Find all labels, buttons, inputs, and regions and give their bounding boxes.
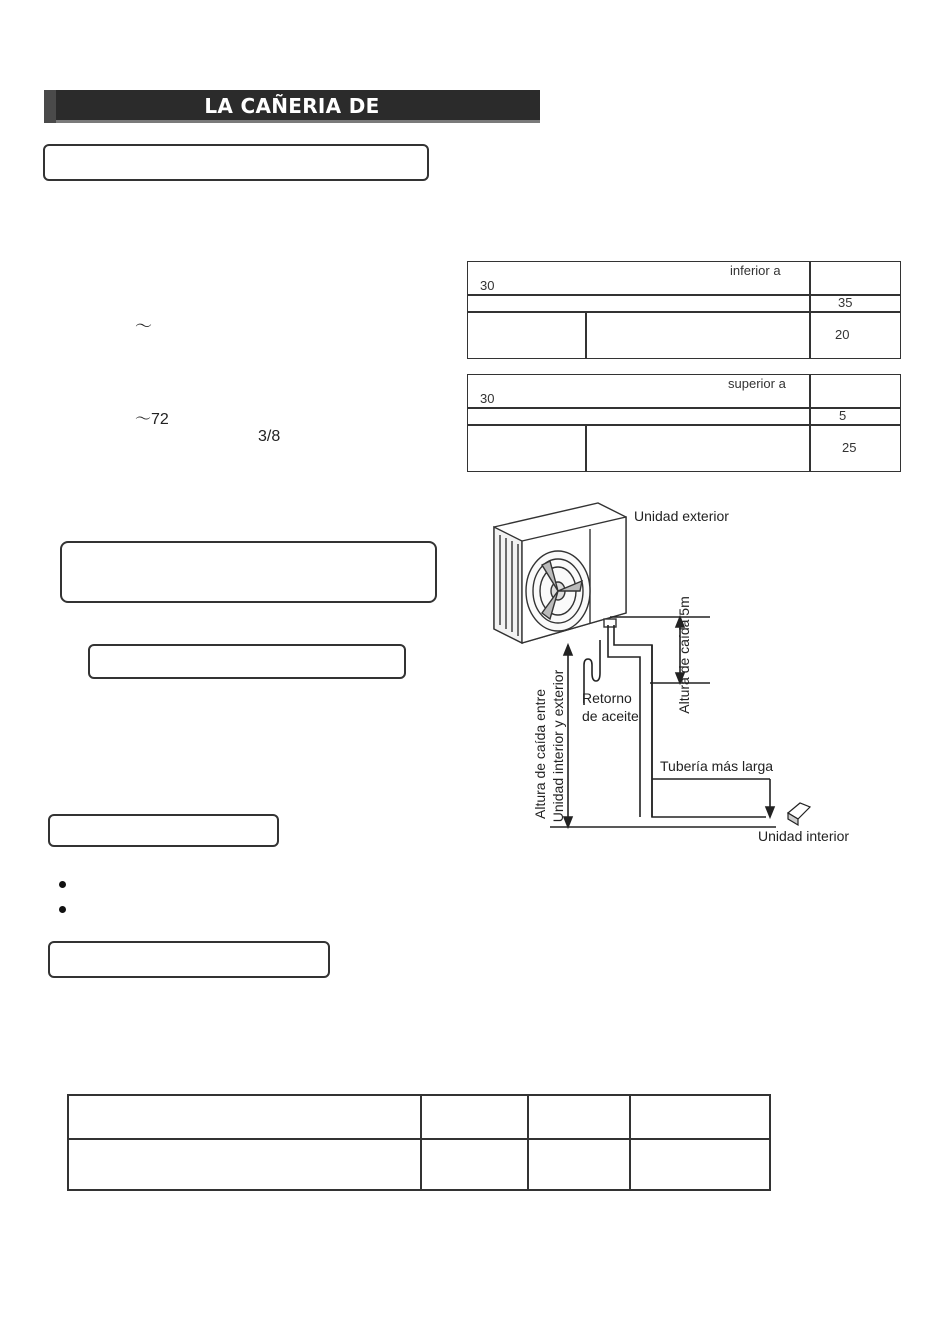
drop-between-label-2: Unidad interior y exterior (550, 669, 566, 823)
tilde-value-72: 〜72 (135, 411, 169, 428)
longest-pipe-label: Tubería más larga (660, 758, 774, 774)
subsection-box-1 (43, 144, 429, 181)
indoor-unit-icon (788, 803, 810, 825)
outdoor-unit-label: Unidad exterior (634, 508, 729, 524)
subsection-box-2 (60, 541, 437, 603)
superior-row3-value: 25 (842, 440, 857, 455)
subsection-box-3 (88, 644, 406, 679)
page-title: LA CAÑERIA DE (204, 94, 380, 118)
table-superior (467, 374, 901, 472)
oil-return-label-2: de aceite (582, 708, 639, 724)
indoor-unit-label: Unidad interior (758, 828, 850, 844)
outdoor-unit-icon (494, 503, 626, 643)
oil-return-label-1: Retorno (582, 690, 632, 706)
table-inferior (467, 261, 901, 359)
bullet-2 (59, 906, 66, 913)
drop-height-5m-label: Altura de caída 5m (676, 596, 692, 714)
inferior-row2-value: 35 (838, 295, 853, 310)
bottom-table (67, 1094, 771, 1191)
drop-between-label-1: Altura de caída entre (532, 689, 548, 819)
superior-row2-value: 5 (839, 408, 847, 423)
inferior-row1-value: 30 (480, 278, 495, 293)
subsection-box-5 (48, 941, 330, 978)
inferior-label: inferior a (730, 263, 781, 278)
subsection-box-4 (48, 814, 279, 847)
section-title-bar (44, 90, 540, 123)
superior-label: superior a (728, 376, 786, 391)
pipe-fraction: 3/8 (258, 428, 281, 445)
tilde-symbol-1: 〜 (135, 317, 152, 336)
superior-row1-value: 30 (480, 391, 495, 406)
inferior-row3-value: 20 (835, 327, 850, 342)
bullet-1 (59, 881, 66, 888)
